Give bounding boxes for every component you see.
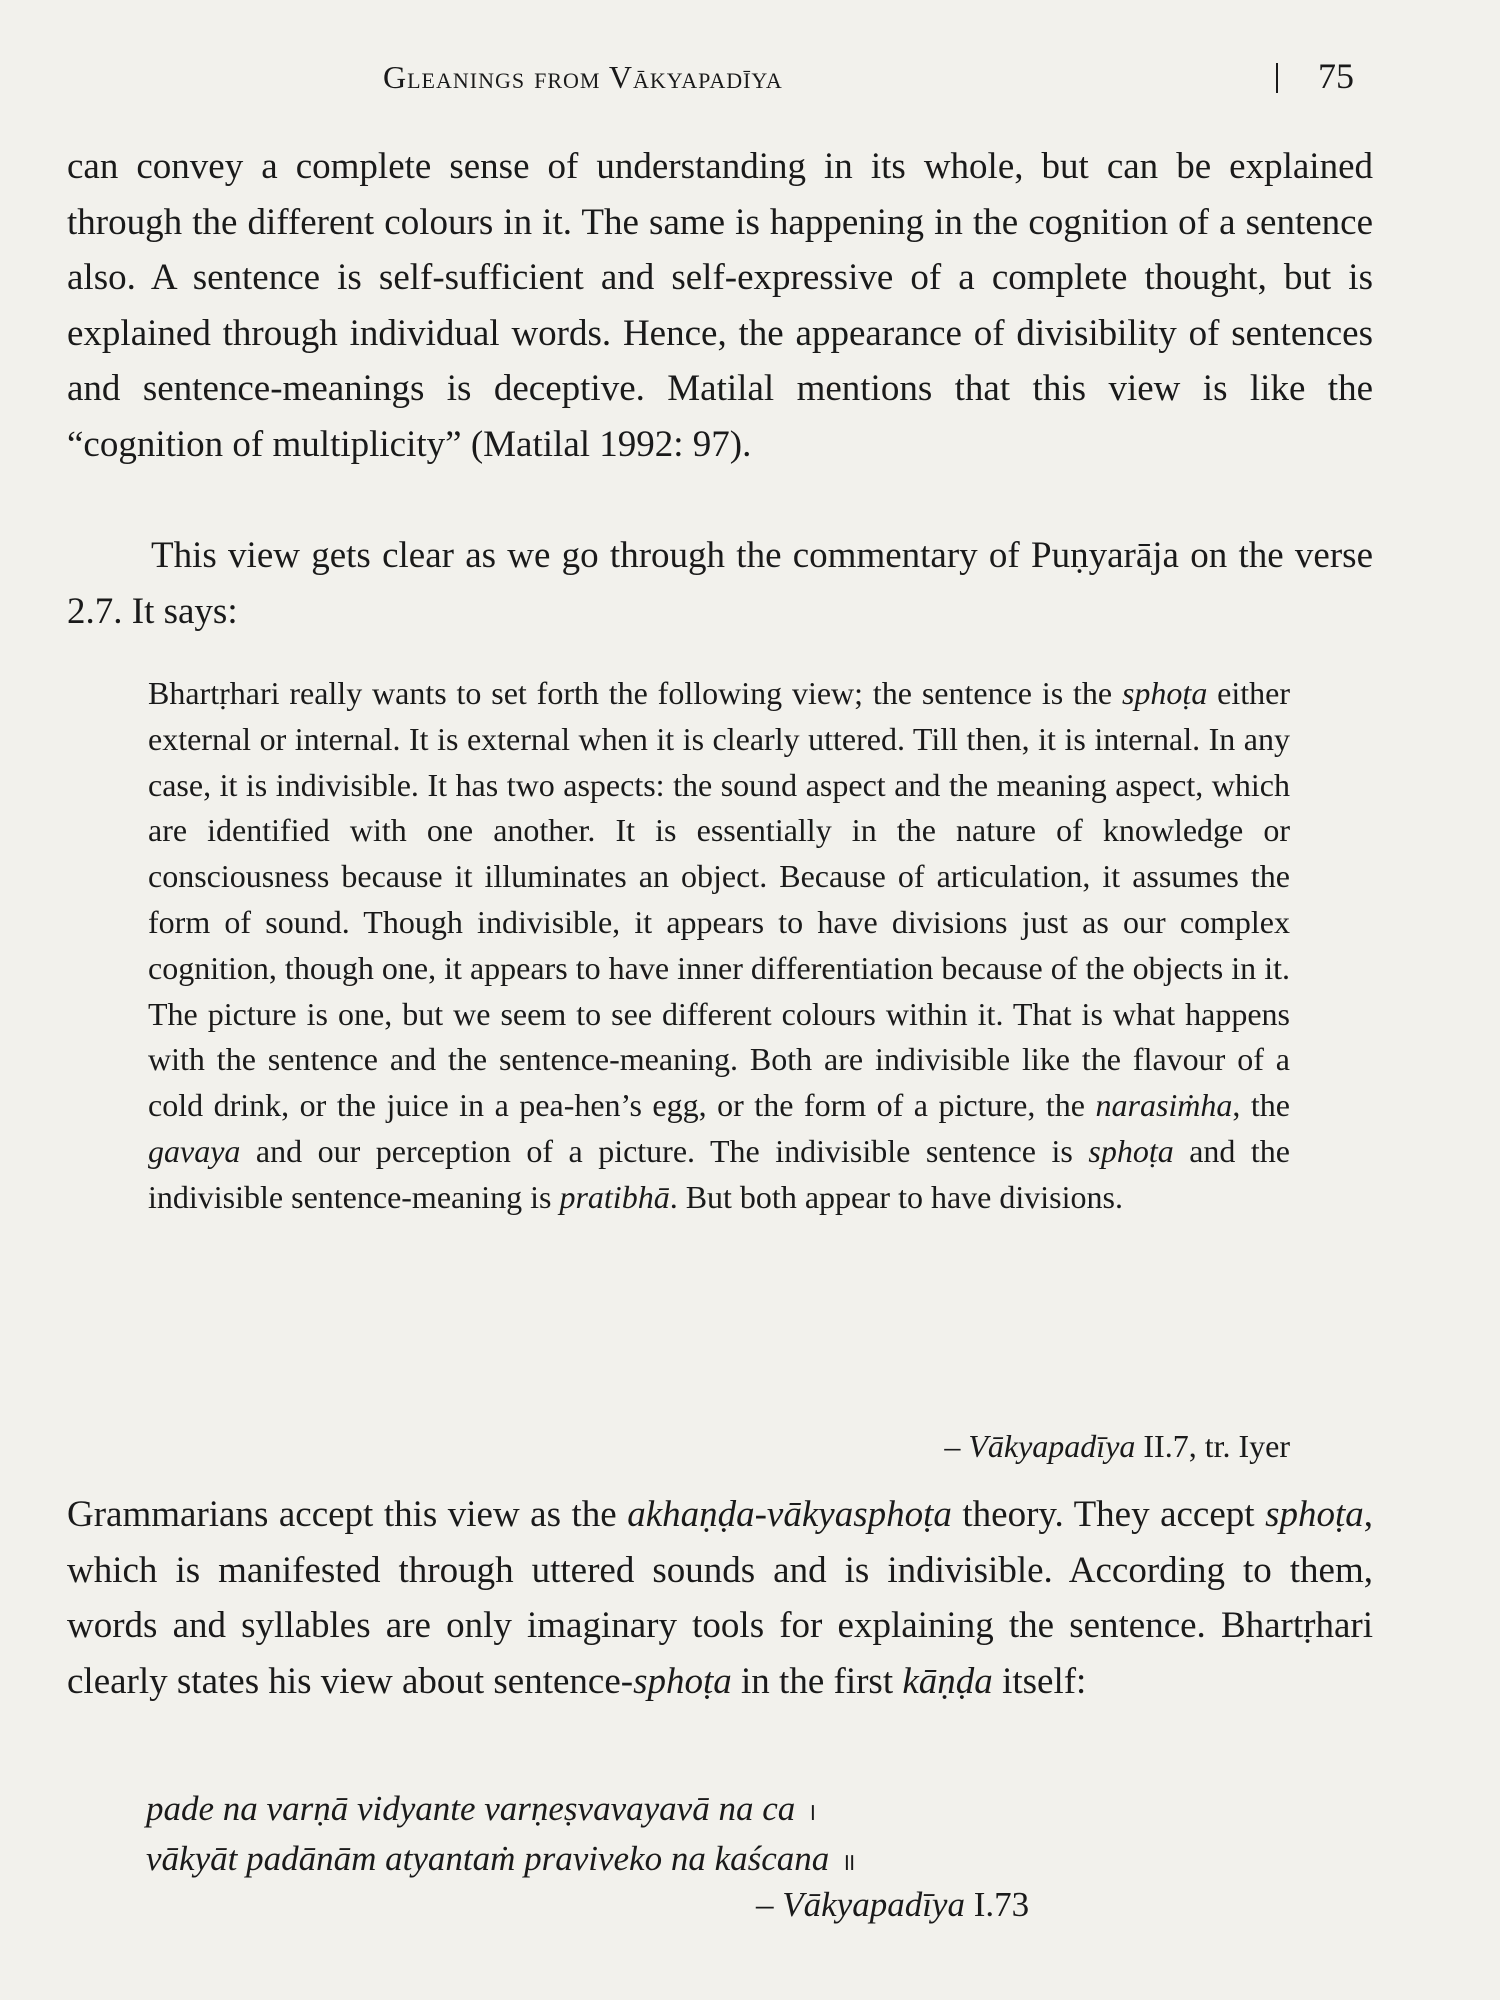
block-quote: [148, 671, 1290, 1221]
page-number: 75: [1318, 56, 1354, 96]
quote-text: either external or internal. It is external when it is clearly uttered. Till then, it is internal. In any case, it is indivisible. It has two aspects: the sound aspect and the meaning aspect, which are identified with one another. It is essentially in the nature of knowledge or consciousness because it illuminates an object. Because of articulation, it assumes the form of sound. Though indivisible, it appears to have divisions just as our complex cognition, though one, it appears to have inner differentiation because of the objects in it. The picture is one, but we seem to see different colours within it. That is what happens with the sentence and the sentence-meaning. Both are indivisible like the flavour of a cold drink, or the juice in a pea-hen’s egg, or the form of a picture, the: [148, 675, 1291, 1124]
quote-term-pratibha: pratibhā: [559, 1178, 670, 1215]
danda-mark: ।: [807, 1800, 817, 1826]
quote-text: Bhartṛhari really wants to set forth the following view; the sentence is the: [148, 675, 1122, 711]
running-header: [0, 55, 1500, 105]
running-title: Gleanings from Vākyapadīya: [383, 59, 783, 95]
quote-term-sphota: sphoṭa: [1088, 1132, 1174, 1169]
citation-work: Vākyapadīya: [782, 1885, 965, 1924]
quote-text: and the indivisible sentence-meaning is: [148, 1132, 1291, 1215]
double-danda-mark: ॥: [841, 1850, 856, 1876]
quote-text: and our perception of a picture. The indivisible sentence is: [240, 1132, 1089, 1169]
quote-citation: – Vākyapadīya II.7, tr. Iyer: [944, 1428, 1290, 1464]
verse-line-2: vākyāt padānām atyantaṁ praviveko na kaścana ॥: [146, 1839, 856, 1878]
quote-term-gavaya: gavaya: [148, 1132, 241, 1169]
paragraph-1: can convey a complete sense of understanding in its whole, but can be explained through the different colours in it. The same is happening in the cognition of a sentence also. A sentence is self-sufficient and self-expressive of a complete thought, but is explained through individual words. Hence, the appearance of divisibility of sentences and sentence-meanings is deceptive. Matilal mentions that this view is like the “cognition of multiplicity” (Matilal 1992: 97).: [67, 146, 1373, 465]
quote-term-sphota: sphoṭa: [1121, 675, 1208, 711]
term-kanda: kāṇḍa: [902, 1660, 993, 1702]
term-sphota: sphoṭa: [1265, 1494, 1364, 1535]
paragraph-3: Grammarians accept this view as the akhaṇḍa-vākyasphoṭa theory. They accept sphoṭa, which is manifested through uttered sounds and is indivisible. According to them, words and syllables are only imaginary tools for explaining the sentence. Bhartṛhari clearly states his view about sentence-sphoṭa in the first kāṇḍa itself:: [67, 1494, 1373, 1702]
quote-text: . But both appear to have divisions.: [669, 1178, 1123, 1215]
quote-text: , the: [1232, 1087, 1290, 1124]
verse-line-1: pade na varṇā vidyante varṇeṣvavayavā na ca ।: [146, 1789, 817, 1828]
header-separator: [1276, 63, 1278, 93]
term-akhanda-vakyasphota: akhaṇḍa-vākyasphoṭa: [627, 1494, 952, 1535]
verse-citation: – Vākyapadīya I.73: [756, 1885, 1030, 1924]
term-sphota: sphoṭa: [633, 1660, 732, 1702]
quote-term-narasimha: narasiṁha: [1095, 1087, 1233, 1124]
paragraph-2: This view gets clear as we go through the commentary of Puṇyarāja on the verse 2.7. It says:: [67, 535, 1373, 632]
citation-work: Vākyapadīya: [968, 1428, 1136, 1464]
